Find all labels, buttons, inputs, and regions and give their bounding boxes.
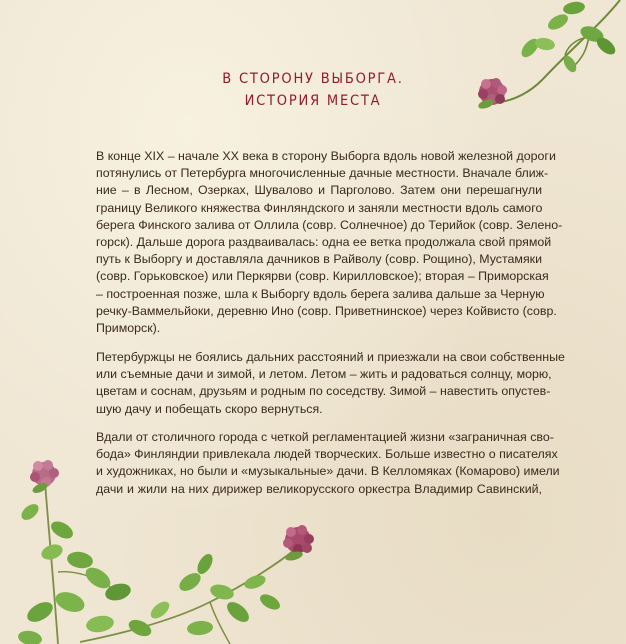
text-line: бода» Финляндии привлекала людей творческих. Больше известно о писателях (96, 447, 558, 462)
text-line: В конце XIX – начале XX века в сторону Выборга вдоль новой железной дороги (96, 149, 556, 163)
clover-branch-bottom-left (0, 452, 330, 644)
clover-flower-icon (30, 460, 59, 495)
text-line: Приморск). (96, 321, 161, 336)
text-line: или съемные дачи и зимой, и летом. Летом – жить и радоваться солнцу, морю, (96, 367, 552, 382)
text-line: шую дачу и побещать скоро вернуться. (96, 401, 323, 416)
paragraph-1 (96, 148, 563, 337)
clover-flower-icon (283, 525, 314, 562)
text-line: – построенная позже, шла к Выборгу вдоль берега залива дальше за Черную (96, 286, 545, 301)
text-line: и художниках, но были и «музыкальные» дачи. В Келломяках (Комарово) имели (96, 464, 560, 479)
paragraph-2 (96, 349, 565, 418)
title-line-1: В СТОРОНУ ВЫБОРГА. (222, 71, 404, 87)
text-line: цветам и соснам, друзьям и родным по соседству. Зимой – навестить опустев- (96, 384, 551, 399)
text-line: берега Финского залива от Оллила (совр. Солнечное) до Терийок (совр. Зелено- (96, 217, 563, 232)
page-title (0, 68, 626, 112)
text-line: ние – в Лесном, Озерках, Шувалово и Парголово. Затем они перешагнули (96, 183, 542, 198)
text-line: путь к Выборгу и доставляла дачников в Райволу (совр. Рощино), Мустамяки (96, 252, 542, 267)
title-line-2: ИСТОРИЯ МЕСТА (244, 93, 382, 109)
text-line: горск). Дальше дорога раздваивалась: одна ее ветка продолжала свой прямой (96, 235, 552, 250)
text-line: дачи и жили на них дирижер великорусского оркестра Владимир Савинский, (96, 481, 542, 496)
text-line: (совр. Горьковское) или Перкярви (совр. Кирилловское); вторая – Приморская (96, 269, 549, 284)
text-line: потянулись от Петербурга многочисленные дачные местности. Вначале ближ- (96, 166, 549, 181)
text-line: Вдали от столичного города с четкой регламентацией жизни «заграничная сво- (96, 430, 554, 444)
text-line: Петербуржцы не боялись дальних расстояний и приезжали на свои собственные (96, 350, 565, 364)
text-line: речку-Ваммельйоки, деревню Ино (совр. Приветнинское) через Койвисто (совр. (96, 303, 557, 318)
text-line: границу Великого княжества Финляндского и заняли местности вдоль самого (96, 200, 543, 215)
